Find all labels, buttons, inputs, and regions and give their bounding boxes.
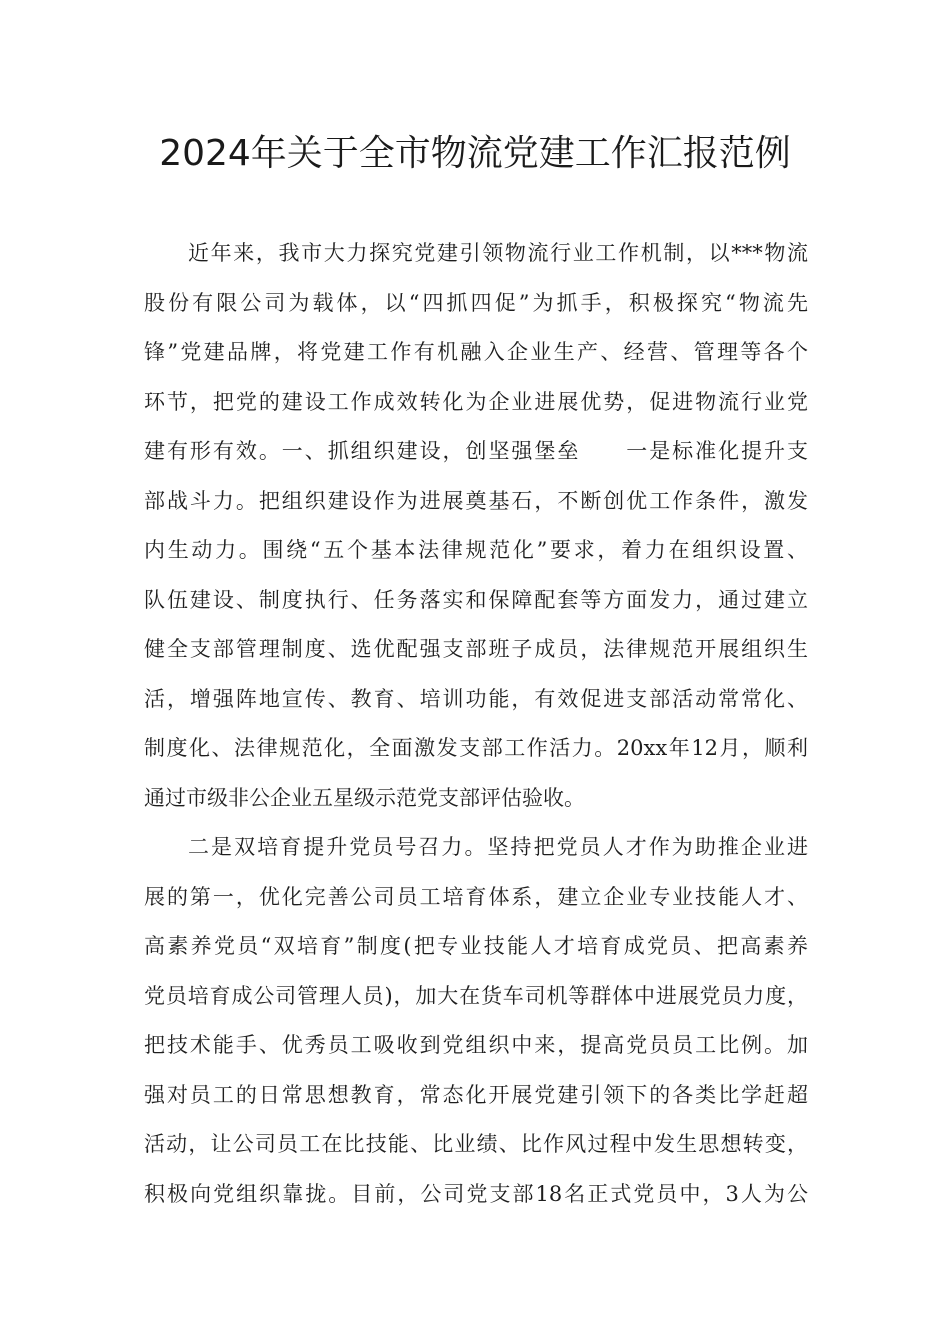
body-line: 党员培育成公司管理人员)，加大在货车司机等群体中进展党员力度， bbox=[144, 983, 808, 1008]
body-line: 积极向党组织靠拢。目前，公司党支部18名正式党员中，3人为公 bbox=[144, 1181, 808, 1206]
body-line: 部战斗力。把组织建设作为进展奠基石，不断创优工作条件，激发 bbox=[144, 488, 808, 513]
body-line: 环节，把党的建设工作成效转化为企业进展优势，促进物流行业党 bbox=[144, 389, 808, 414]
body-line: 股份有限公司为载体，以“四抓四促”为抓手，积极探究“物流先 bbox=[144, 290, 808, 315]
body-line: 活，增强阵地宣传、教育、培训功能，有效促进支部活动常常化、 bbox=[144, 686, 808, 711]
body-line: 健全支部管理制度、选优配强支部班子成员，法律规范开展组织生 bbox=[144, 637, 808, 661]
body-line: 高素养党员“双培育”制度(把专业技能人才培育成党员、把高素养 bbox=[144, 934, 808, 958]
body-line: 通过市级非公企业五星级示范党支部评估验收。 bbox=[144, 785, 585, 810]
body-line: 强对员工的日常思想教育，常态化开展党建引领下的各类比学赶超 bbox=[144, 1082, 808, 1107]
body-line: 内生动力。围绕“五个基本法律规范化”要求，着力在组织设置、 bbox=[144, 538, 808, 562]
document-body bbox=[144, 233, 808, 1223]
body-line: 活动，让公司员工在比技能、比业绩、比作风过程中发生思想转变， bbox=[144, 1132, 808, 1156]
body-line: 制度化、法律规范化，全面激发支部工作活力。20xx年12月，顺利 bbox=[144, 736, 808, 760]
body-line: 近年来，我市大力探究党建引领物流行业工作机制，以***物流 bbox=[188, 241, 808, 265]
body-line: 建有形有效。一、抓组织建设，创坚强堡垒 一是标准化提升支 bbox=[144, 439, 808, 463]
body-line: 队伍建设、制度执行、任务落实和保障配套等方面发力，通过建立 bbox=[144, 587, 808, 612]
body-line: 把技术能手、优秀员工吸收到党组织中来，提高党员员工比例。加 bbox=[144, 1033, 808, 1057]
document-title: 2024年关于全市物流党建工作汇报范例 bbox=[159, 133, 791, 174]
body-line: 展的第一，优化完善公司员工培育体系，建立企业专业技能人才、 bbox=[144, 884, 808, 909]
body-line: 锋”党建品牌，将党建工作有机融入企业生产、经营、管理等各个 bbox=[144, 340, 808, 364]
body-line: 二是双培育提升党员号召力。坚持把党员人才作为助推企业进 bbox=[188, 835, 808, 859]
